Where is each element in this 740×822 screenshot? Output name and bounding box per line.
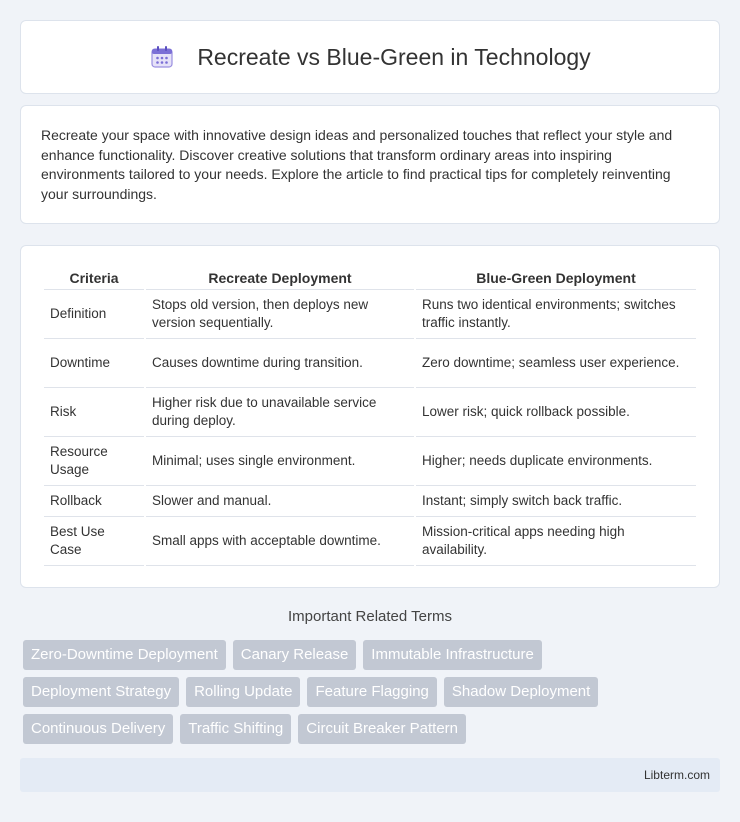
page-title: Recreate vs Blue-Green in Technology — [197, 43, 591, 70]
table-row — [44, 339, 696, 388]
tag-zero-downtime-deployment[interactable]: Zero-Downtime Deployment — [23, 640, 226, 670]
calendar-icon — [149, 44, 175, 70]
table-row — [44, 437, 696, 486]
column-header-blue-green: Blue-Green Deployment — [416, 266, 696, 290]
table-cell-recreate: Causes downtime during transition. — [146, 339, 414, 388]
table-row — [44, 517, 696, 566]
tag-immutable-infrastructure[interactable]: Immutable Infrastructure — [363, 640, 542, 670]
tag-row — [23, 714, 723, 744]
column-header-criteria: Criteria — [44, 266, 144, 290]
tag-deployment-strategy[interactable]: Deployment Strategy — [23, 677, 179, 707]
tag-continuous-delivery[interactable]: Continuous Delivery — [23, 714, 173, 744]
table-cell-criteria: Definition — [44, 290, 144, 339]
column-header-recreate: Recreate Deployment — [146, 266, 414, 290]
header-card — [20, 20, 720, 94]
tag-canary-release[interactable]: Canary Release — [233, 640, 357, 670]
footer-site-link[interactable]: Libterm.com — [643, 768, 710, 782]
tag-feature-flagging[interactable]: Feature Flagging — [307, 677, 436, 707]
table-cell-blue-green: Lower risk; quick rollback possible. — [416, 388, 696, 437]
tag-traffic-shifting[interactable]: Traffic Shifting — [180, 714, 291, 744]
tag-row — [23, 677, 723, 707]
tag-shadow-deployment[interactable]: Shadow Deployment — [444, 677, 598, 707]
intro-text: Recreate your space with innovative design ideas and personalized touches that reflect your style and enhance functionality. Discover creative solutions that transform ordinary areas into inspiring environments tailored to your needs. Explore the article to find practical tips for completely reinventing your surroundings. — [41, 127, 673, 202]
table-cell-criteria: Best Use Case — [44, 517, 144, 566]
table-cell-recreate: Minimal; uses single environment. — [146, 437, 414, 486]
table-cell-blue-green: Mission-critical apps needing high availability. — [416, 517, 696, 566]
table-cell-recreate: Slower and manual. — [146, 486, 414, 517]
table-cell-recreate: Small apps with acceptable downtime. — [146, 517, 414, 566]
tag-circuit-breaker-pattern[interactable]: Circuit Breaker Pattern — [298, 714, 466, 744]
intro-card — [20, 105, 720, 224]
table-row — [44, 486, 696, 517]
table-cell-recreate: Stops old version, then deploys new version sequentially. — [146, 290, 414, 339]
comparison-table-card — [20, 245, 720, 588]
table-cell-blue-green: Zero downtime; seamless user experience. — [416, 339, 696, 388]
table-cell-criteria: Resource Usage — [44, 437, 144, 486]
table-header-row — [44, 266, 696, 290]
table-cell-blue-green: Higher; needs duplicate environments. — [416, 437, 696, 486]
footer — [20, 758, 720, 792]
table-cell-recreate: Higher risk due to unavailable service during deploy. — [146, 388, 414, 437]
related-terms-title: Important Related Terms — [288, 608, 452, 625]
table-cell-criteria: Rollback — [44, 486, 144, 517]
related-terms-tags — [23, 640, 723, 751]
comparison-table — [42, 266, 698, 566]
table-cell-criteria: Downtime — [44, 339, 144, 388]
table-row — [44, 388, 696, 437]
table-cell-blue-green: Instant; simply switch back traffic. — [416, 486, 696, 517]
tag-row — [23, 640, 723, 670]
table-cell-blue-green: Runs two identical environments; switches traffic instantly. — [416, 290, 696, 339]
tag-rolling-update[interactable]: Rolling Update — [186, 677, 300, 707]
table-cell-criteria: Risk — [44, 388, 144, 437]
table-row — [44, 290, 696, 339]
